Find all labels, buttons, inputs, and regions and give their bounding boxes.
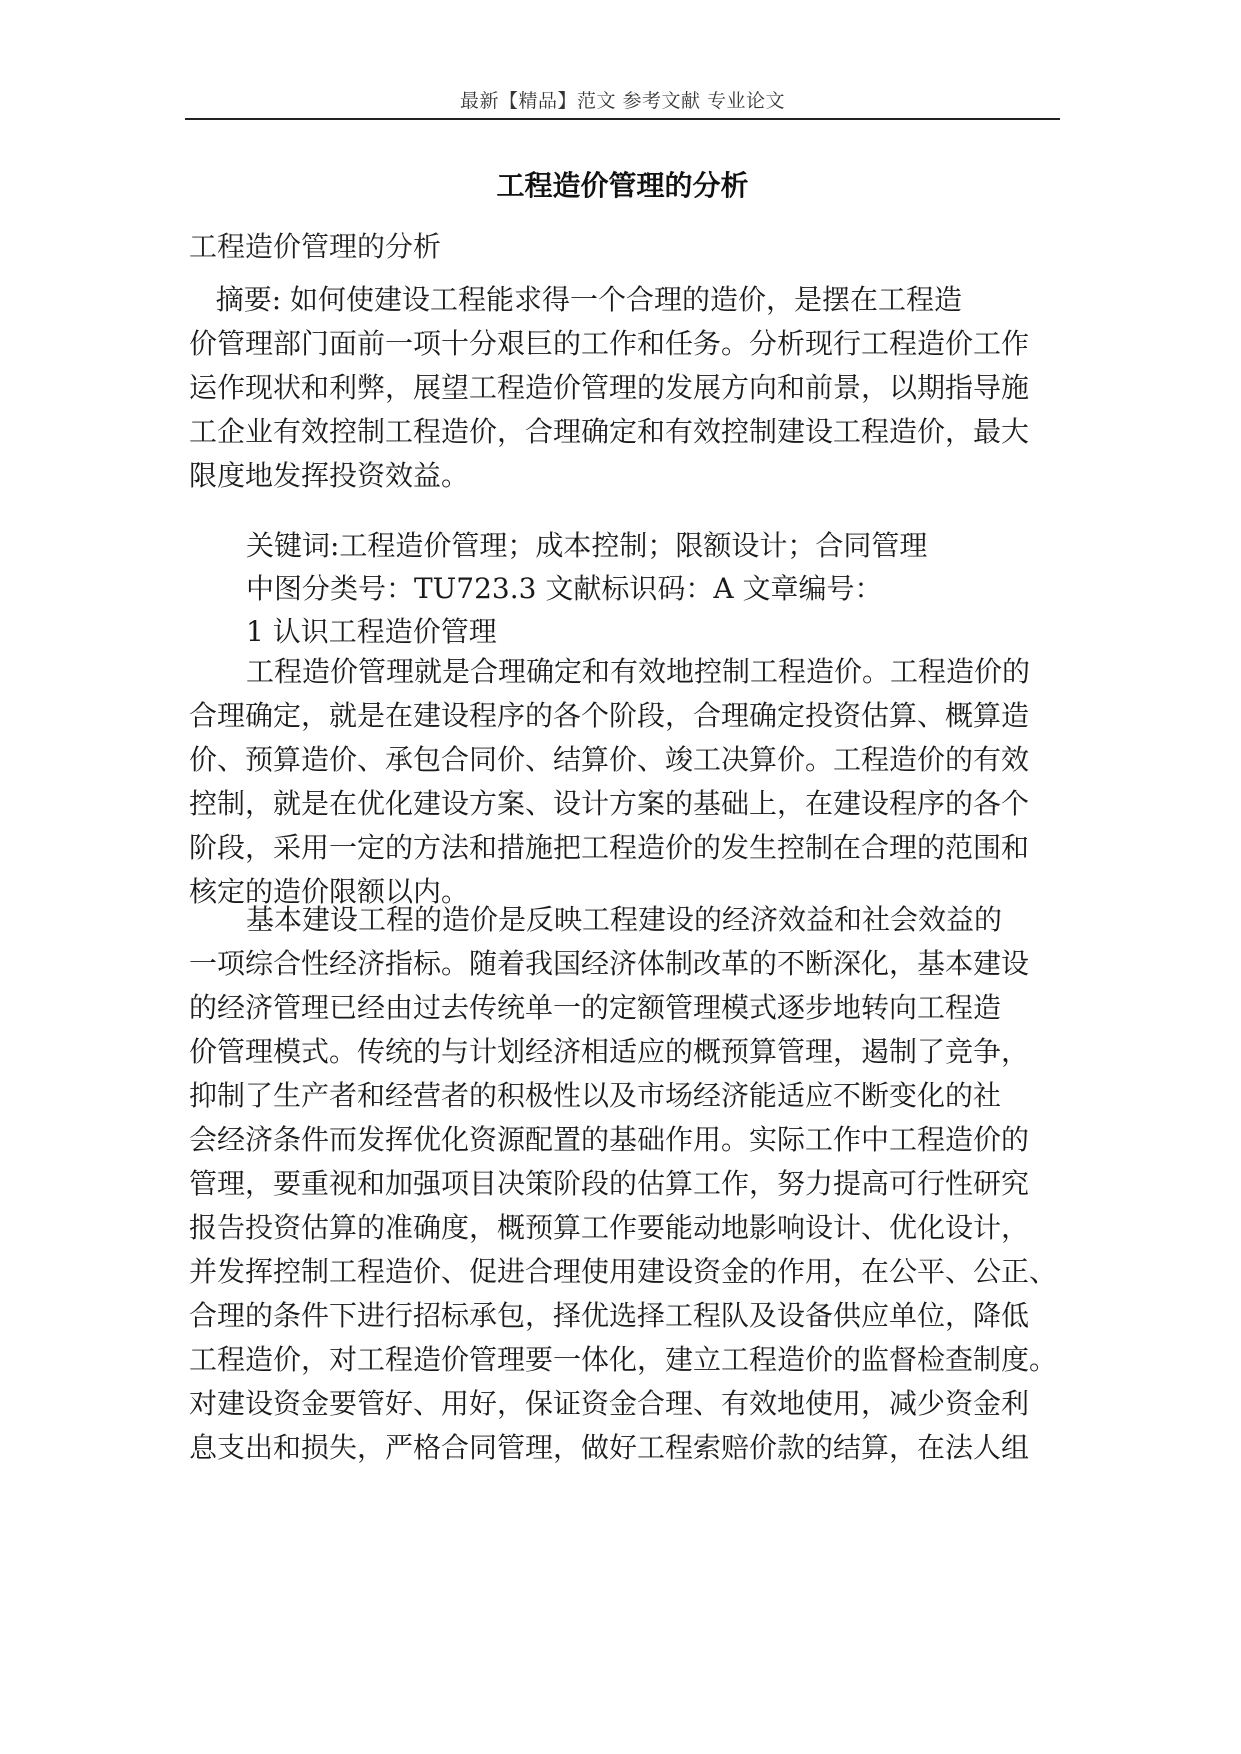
paragraph-line: 会经济条件而发挥优化资源配置的基础作用。实际工作中工程造价的 [189,1123,1030,1156]
paragraph-line: 工程造价，对工程造价管理要一体化，建立工程造价的监督检查制度。 [189,1343,1058,1376]
body-paragraph-2 [189,898,1069,1470]
paragraph-line: 并发挥控制工程造价、促进合理使用建设资金的作用，在公平、公正、 [189,1255,1058,1288]
paragraph-line: 核定的造价限额以内。 [189,875,470,908]
paragraph-line: 合理确定，就是在建设程序的各个阶段，合理确定投资估算、概算造 [189,699,1030,732]
abstract-line: 摘要: 如何使建设工程能求得一个合理的造价，是摆在工程造 [189,283,963,316]
paragraph-line: 报告投资估算的准确度，概预算工作要能动地影响设计、优化设计， [189,1211,1030,1244]
paragraph-line: 管理，要重视和加强项目决策阶段的估算工作，努力提高可行性研究 [189,1167,1030,1200]
abstract-line: 限度地发挥投资效益。 [189,459,470,492]
keywords-line: 关键词:工程造价管理；成本控制；限额设计；合同管理 [246,529,928,562]
abstract-paragraph [189,278,1069,498]
header-divider [185,118,1060,120]
paragraph-line: 工程造价管理就是合理确定和有效地控制工程造价。工程造价的 [246,655,1031,688]
abstract-line: 运作现状和利弊，展望工程造价管理的发展方向和前景，以期指导施 [189,371,1030,404]
paragraph-line: 控制，就是在优化建设方案、设计方案的基础上，在建设程序的各个 [189,787,1030,820]
paragraph-line: 基本建设工程的造价是反映工程建设的经济效益和社会效益的 [246,903,1003,936]
paragraph-line: 抑制了生产者和经营者的积极性以及市场经济能适应不断变化的社 [189,1079,1002,1112]
paragraph-line: 价管理模式。传统的与计划经济相适应的概预算管理，遏制了竞争， [189,1035,1030,1068]
classification-line: 中图分类号：TU723.3 文献标识码：A 文章编号： [246,572,883,605]
abstract-line: 工企业有效控制工程造价，合理确定和有效控制建设工程造价，最大 [189,415,1030,448]
document-subtitle: 工程造价管理的分析 [189,230,442,263]
document-title: 工程造价管理的分析 [496,169,749,202]
paragraph-line: 的经济管理已经由过去传统单一的定额管理模式逐步地转向工程造 [189,991,1002,1024]
body-paragraph-1 [189,650,1069,914]
paragraph-line: 价、预算造价、承包合同价、结算价、竣工决算价。工程造价的有效 [189,743,1030,776]
paragraph-line: 对建设资金要管好、用好，保证资金合理、有效地使用，减少资金利 [189,1387,1030,1420]
paragraph-line: 一项综合性经济指标。随着我国经济体制改革的不断深化，基本建设 [189,947,1030,980]
paragraph-line: 息支出和损失，严格合同管理，做好工程索赔价款的结算，在法人组 [189,1431,1030,1464]
abstract-line: 价管理部门面前一项十分艰巨的工作和任务。分析现行工程造价工作 [189,327,1030,360]
paragraph-line: 合理的条件下进行招标承包，择优选择工程队及设备供应单位，降低 [189,1299,1030,1332]
paragraph-line: 阶段，采用一定的方法和措施把工程造价的发生控制在合理的范围和 [189,831,1030,864]
page-header: 最新【精品】范文 参考文献 专业论文 [459,90,786,112]
section-heading: 1 认识工程造价管理 [246,615,497,648]
